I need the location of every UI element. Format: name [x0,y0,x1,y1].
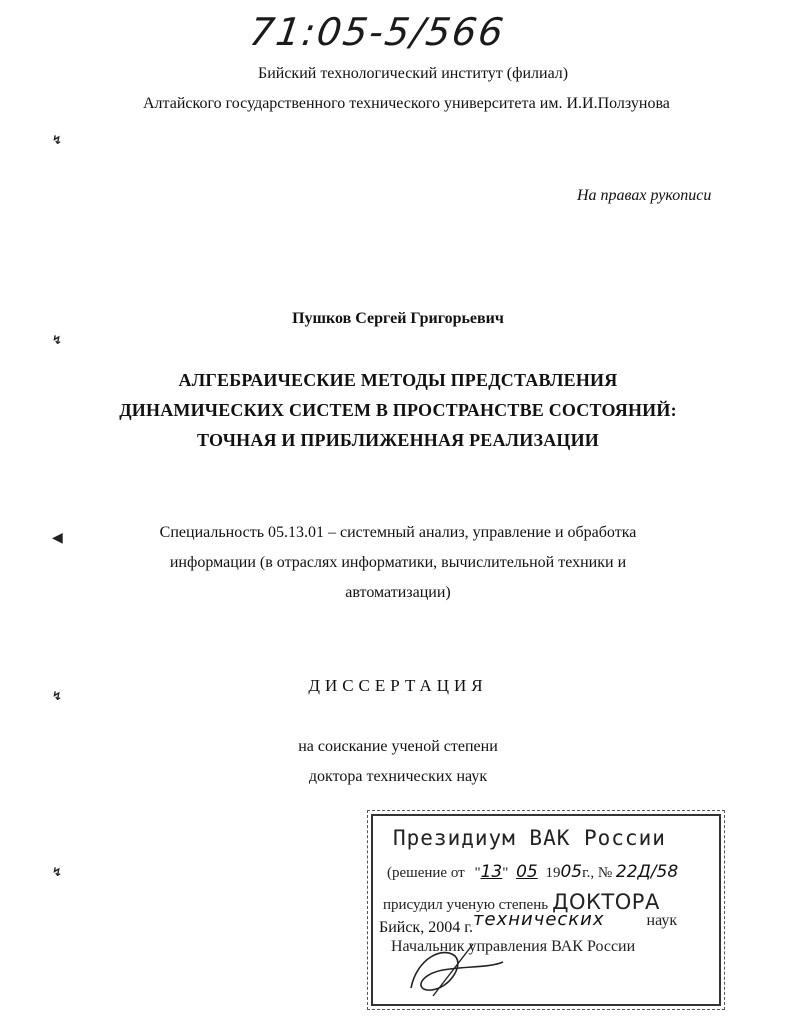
stamp-awarded-label: присудил ученую степень [383,897,549,913]
stamp-decision-label: (решение от [387,865,465,881]
stamp-field-row [473,909,677,930]
stamp-day: 13 [480,862,503,882]
binder-mark-icon: ◀ [52,530,63,546]
stamp-field-suffix: наук [646,912,678,929]
degree-line-1: на соискание ученой степени [298,738,498,755]
binder-mark-icon: ↯ [52,865,63,879]
stamp-signature-line: Начальник управления ВАК России [391,938,636,955]
stamp-year-suffix: г., № [582,865,613,881]
stamp-month: 05 [516,862,538,882]
author-name: Пушков Сергей Григорьевич [292,310,504,327]
stamp-field: технических [473,909,605,930]
binder-mark-icon: ↯ [52,133,63,147]
institution-line-2: Алтайского государственного технического университета им. И.И.Ползунова [143,95,670,112]
stamp-degree: ДОКТОРА [552,890,660,914]
stamp-heading: Президиум ВАК России [393,826,666,850]
rights-note: На правах рукописи [577,187,712,204]
degree-line-2: доктора технических наук [308,768,488,785]
stamp-year: 05 [560,862,583,882]
stamp-number: 22Д/58 [615,862,679,882]
archive-number: 71:05-5/566 [246,10,508,54]
specialty-line-2: информации (в отраслях информатики, вычислительной техники и [169,554,627,571]
binder-mark-icon: ↯ [52,689,63,703]
specialty-line-1: Специальность 05.13.01 – системный анализ, управление и обработка [159,524,637,541]
signature-icon [403,940,513,1000]
specialty-line-3: автоматизации) [345,584,451,601]
place-year: Бийск, 2004 г. [379,919,473,936]
title-line-2: ДИНАМИЧЕСКИХ СИСТЕМ В ПРОСТРАНСТВЕ СОСТОЯНИЙ: [119,400,677,420]
title-line-3: ТОЧНАЯ И ПРИБЛИЖЕННАЯ РЕАЛИЗАЦИИ [196,430,599,450]
stamp-year-prefix: 19 [545,865,561,881]
document-type: ДИССЕРТАЦИЯ [308,676,488,695]
institution-line-1: Бийский технологический институт (филиал) [258,65,569,82]
title-line-1: АЛГЕБРАИЧЕСКИЕ МЕТОДЫ ПРЕДСТАВЛЕНИЯ [178,370,618,390]
stamp-decision-row: (решение от "13" 05 1905г., № 22Д/58 [387,862,679,882]
vak-stamp [371,814,721,1006]
binder-mark-icon: ↯ [52,333,63,347]
